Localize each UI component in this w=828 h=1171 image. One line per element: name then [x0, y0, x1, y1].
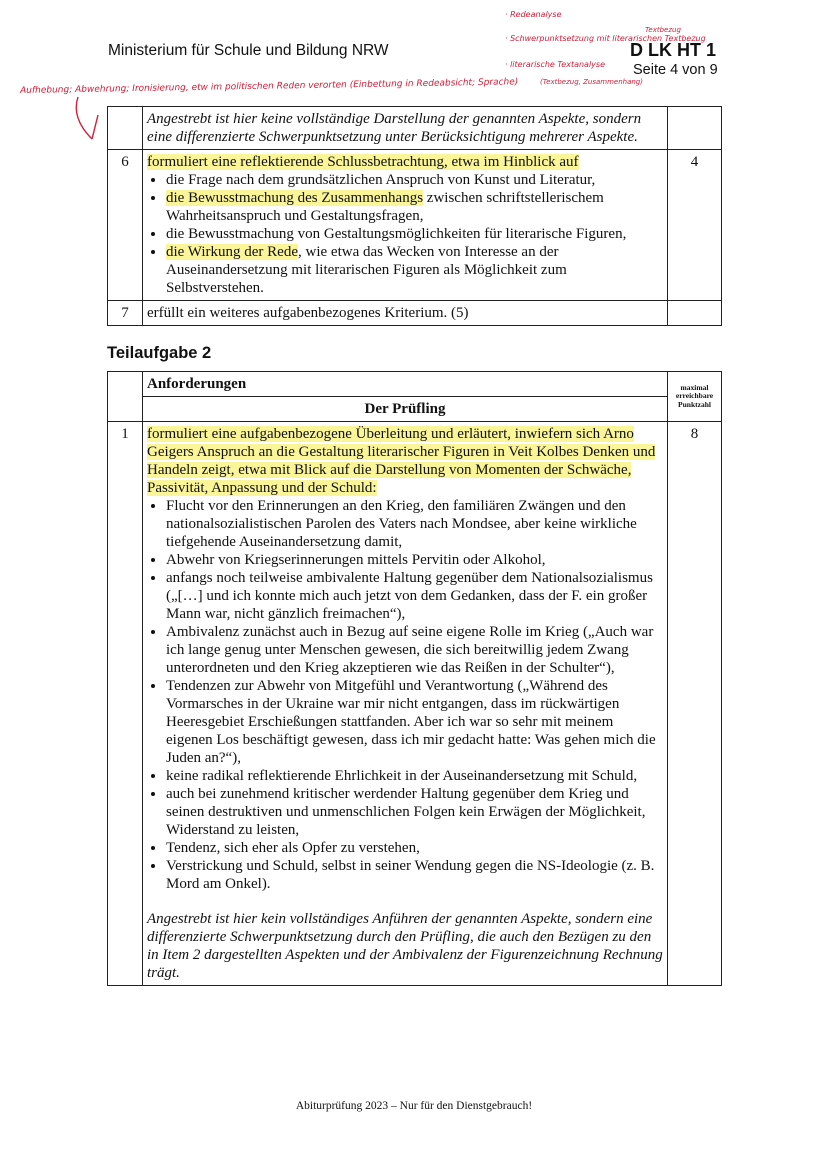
header-ministry: Ministerium für Schule und Bildung NRW	[108, 42, 389, 59]
list-item: • Verstrickung und Schuld, selbst in seiner Wendung gegen die NS-Ideologie (z. B. Mord am Onkel).	[166, 857, 663, 893]
closing-note: Angestrebt ist hier kein vollständiges Anführen der genannten Aspekte, sondern eine differenzierte Schwerpunktsetzung durch den Prüfling, die auch den Bezügen zu den in Item 2 dargestellten Aspekten und der Ambivalenz der Figurenzeichnung Rechnung trägt.	[147, 911, 663, 981]
highlighted-intro: formuliert eine aufgabenbezogene Überleitung und erläutert, inwiefern sich Arno Geigers Anspruch an die Gestaltung literarischer Figuren in Veit Kolbes Denken und Handeln zeigt, etwa mit Blick auf die Darstellung von Momenten der Schwäche, Passivität, Anpassung und der Schuld:	[147, 426, 656, 496]
row-number: 1	[108, 422, 143, 986]
list-item: • Ambivalenz zunächst auch in Bezug auf seine eigene Rolle im Krieg („Auch war ich lange genug unter Menschen gewesen, die sich bereitwillig jedem Zwang unterordneten und den Krieg akzeptieren wie das Reißen in der Schulter“),	[166, 623, 663, 677]
criteria-table-1	[107, 106, 722, 326]
list-item: • die Wirkung der Rede, wie etwa das Wecken von Interesse an der Auseinandersetzung mit literarischen Figuren als Möglichkeit zum Selbstverstehen.	[166, 243, 663, 297]
header-max-points: maximal erreichbare Punktzahl	[668, 372, 722, 422]
list-item: • auch bei zunehmend kritischer werdender Haltung gegenüber dem Krieg und seinen destruktiven und unmenschlichen Folgen kein Erwägen der Möglichkeit, Widerstand zu leisten,	[166, 785, 663, 839]
handwritten-arrow-icon	[70, 95, 110, 145]
list-item: • keine radikal reflektierende Ehrlichkeit in der Auseinandersetzung mit Schuld,	[166, 767, 663, 785]
list-item: • Flucht vor den Erinnerungen an den Krieg, den familiären Zwängen und den nationalsozialistischen Parolen des Vaters nach Mondsee, aber keine wirkliche tiefgehende Auseinandersetzung damit,	[166, 497, 663, 551]
header-anforderungen: Anforderungen	[143, 372, 668, 397]
list-item: • anfangs noch teilweise ambivalente Haltung gegenüber dem Nationalsozialismus („[…] und ich konnte mich auch jetzt von dem Gedanken, dass der F. ein großer Mann war, nicht gänzlich freimachen“),	[166, 569, 663, 623]
handwritten-note-3: · literarische Textanalyse	[505, 60, 606, 69]
handwritten-note-2: · Schwerpunktsetzung mit literarischen Textbezug	[505, 34, 706, 43]
row-number: 6	[108, 150, 143, 301]
points: 8	[668, 422, 722, 986]
highlighted-text: die Bewusstmachung des Zusammenhangs	[166, 190, 424, 206]
criteria-table-2	[107, 371, 722, 986]
list-item: • die Bewusstmachung des Zusammenhangs zwischen schriftstellerischem Wahrheitsanspruch und Gestaltungsfragen,	[166, 189, 663, 225]
bullet-list	[147, 497, 663, 893]
table-row	[108, 301, 722, 326]
criterion-text	[143, 422, 668, 986]
continuation-text: Angestrebt ist hier keine vollständige Darstellung der genannten Aspekte, sondern eine differenzierte Schwerpunktsetzung unter Berücksichtigung mehrerer Aspekte.	[143, 107, 668, 150]
section-heading: Teilaufgabe 2	[107, 344, 212, 362]
handwritten-margin-note: Aufhebung; Abwehrung; Ironisierung, etw im politischen Reden verorten (Einbettung in Redeabsicht; Sprache)	[20, 77, 519, 96]
list-item: • Tendenz, sich eher als Opfer zu verstehen,	[166, 839, 663, 857]
table-header-row	[108, 397, 722, 422]
points: 4	[668, 150, 722, 301]
handwritten-note-1: · Redeanalyse	[505, 10, 562, 19]
criterion-text	[143, 150, 668, 301]
list-item: • Abwehr von Kriegserinnerungen mittels Pervitin oder Alkohol,	[166, 551, 663, 569]
header-exam-code: D LK HT 1	[630, 40, 717, 60]
highlighted-intro: formuliert eine reflektierende Schlussbetrachtung, etwa im Hinblick auf	[147, 154, 579, 170]
highlighted-text: die Wirkung der Rede	[166, 244, 298, 260]
list-item: • die Frage nach dem grundsätzlichen Anspruch von Kunst und Literatur,	[166, 171, 663, 189]
bullet-list	[147, 171, 663, 297]
header-pruefling: Der Prüfling	[143, 397, 668, 422]
table-row	[108, 150, 722, 301]
table-header-row	[108, 372, 722, 397]
list-item: • Tendenzen zur Abwehr von Mitgefühl und Verantwortung („Während des Vormarsches in der Ukraine war mir nicht entgangen, dass im rückwärtigen Heeresgebiet Erschießungen stattfanden. Aber ich war so sehr mit meinem eigenen Los beschäftigt gewesen, dass ich mir gedacht hatte: Was gehen mich die Juden an?“),	[166, 677, 663, 767]
row-number: 7	[108, 301, 143, 326]
handwritten-note-3b: (Textbezug, Zusammenhang)	[540, 78, 643, 86]
footer: Abiturprüfung 2023 – Nur für den Dienstgebrauch!	[295, 1100, 533, 1112]
handwritten-note-tiny: Textbezug	[645, 26, 681, 34]
header-page-number: Seite 4 von 9	[633, 62, 718, 78]
criterion-text: erfüllt ein weiteres aufgabenbezogenes Kriterium. (5)	[143, 301, 668, 326]
table-row	[108, 422, 722, 986]
list-item: • die Bewusstmachung von Gestaltungsmöglichkeiten für literarische Figuren,	[166, 225, 663, 243]
table-row	[108, 107, 722, 150]
